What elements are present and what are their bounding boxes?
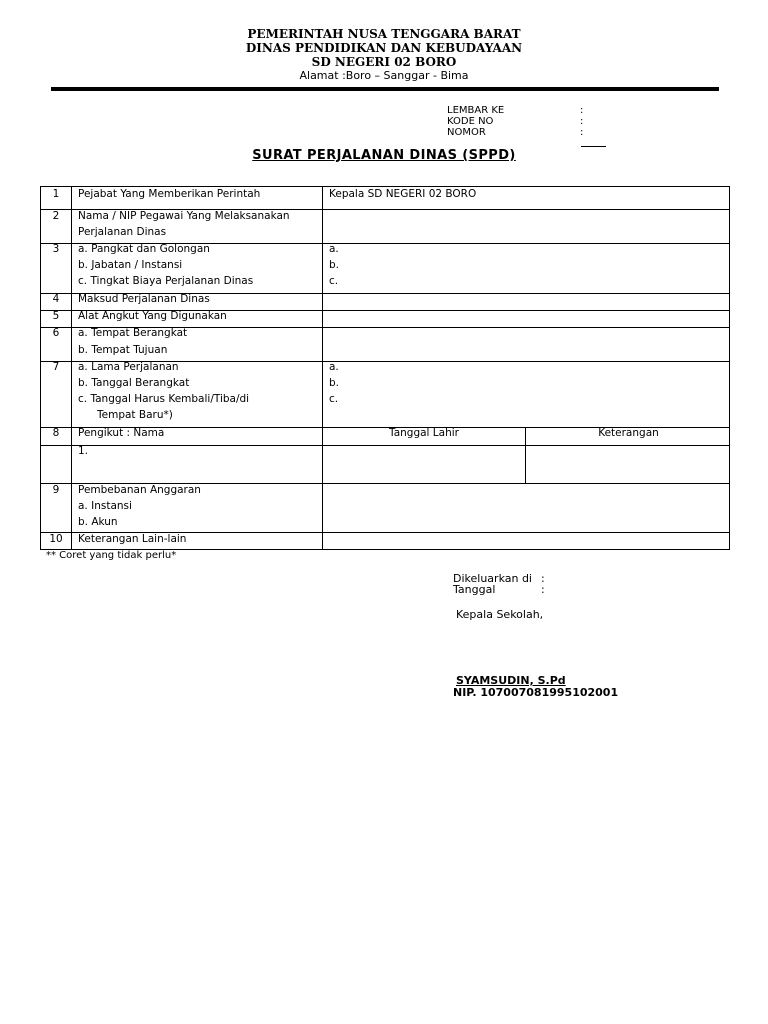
meta-label: KODE NO [447,116,494,127]
column-header-tanggal-lahir: Tanggal Lahir [389,427,459,439]
row-label: c. Tanggal Harus Kembali/Tiba/di [78,393,250,405]
row-label: Keterangan Lain-lain [78,533,187,545]
signer-position: Kepala Sekolah, [456,608,544,621]
issued-date [453,583,545,596]
row-label: Nama / NIP Pegawai Yang Melaksanakan [78,210,290,222]
meta-kode-no [447,116,583,127]
signer-name: SYAMSUDIN, S.Pd [456,674,566,687]
row-label: b. Tempat Tujuan [78,344,168,356]
row-number: 10 [49,533,63,545]
row-label: a. Pangkat dan Golongan [78,243,210,255]
meta-number-line [581,146,606,147]
row-number: 1 [52,188,60,200]
row-number: 7 [52,361,60,373]
row-label: Alat Angkut Yang Digunakan [78,310,227,322]
row-value: a. [329,243,339,255]
row-number: 5 [52,310,60,322]
issued-label: Dikeluarkan di [453,572,532,585]
header-school: SD NEGERI 02 BORO [311,55,457,69]
meta-lembar-ke [447,105,583,116]
row-value: a. [329,361,339,373]
row-label: b. Jabatan / Instansi [78,259,183,271]
row-value: c. [329,275,339,287]
row-label: a. Instansi [78,500,132,512]
footnote: ** Coret yang tidak perlu* [46,550,177,561]
row-value: b. [329,377,340,389]
header-government: PEMERINTAH NUSA TENGGARA BARAT [247,27,521,41]
date-sep: : [541,583,545,596]
meta-nomor [447,127,583,138]
row-label: Tempat Baru*) [97,409,173,421]
row-value: Kepala SD NEGERI 02 BORO [329,188,477,200]
meta-sep: : [580,105,584,116]
follower-entry: 1. [78,445,89,457]
col-divider-value [322,187,323,550]
row-value: c. [329,393,339,405]
meta-sep: : [580,116,584,127]
document-title: SURAT PERJALANAN DINAS (SPPD) [252,148,516,163]
sppd-table [40,186,730,550]
row-label: a. Lama Perjalanan [78,361,179,373]
row-label: Pengikut : Nama [78,427,165,439]
row-number: 2 [52,210,60,222]
col-divider-number [71,187,72,550]
row-value: b. [329,259,340,271]
row-label: a. Tempat Berangkat [78,327,188,339]
header-department: DINAS PENDIDIKAN DAN KEBUDAYAAN [245,41,523,55]
row-label: Maksud Perjalanan Dinas [78,293,210,305]
row-label: Perjalanan Dinas [78,226,167,238]
row-number: 6 [52,327,60,339]
row-label: b. Akun [78,516,118,528]
row-divider [41,445,729,446]
signer-nip: NIP. 107007081995102001 [453,686,619,699]
issued-sep: : [541,572,545,585]
meta-label: LEMBAR KE [447,105,505,116]
header-address: Alamat :Boro – Sanggar - Bima [299,69,469,82]
row-number: 8 [52,427,60,439]
row-number: 3 [52,243,60,255]
meta-label: NOMOR [447,127,486,138]
column-header-keterangan: Keterangan [598,427,659,439]
row-label: Pembebanan Anggaran [78,484,201,496]
date-label: Tanggal [453,583,496,596]
row-number: 9 [52,484,60,496]
row-label: c. Tingkat Biaya Perjalanan Dinas [78,275,254,287]
row-label: b. Tanggal Berangkat [78,377,190,389]
row-number: 4 [52,293,60,305]
meta-sep: : [580,127,584,138]
header-divider [51,87,719,91]
row-label: Pejabat Yang Memberikan Perintah [78,188,261,200]
